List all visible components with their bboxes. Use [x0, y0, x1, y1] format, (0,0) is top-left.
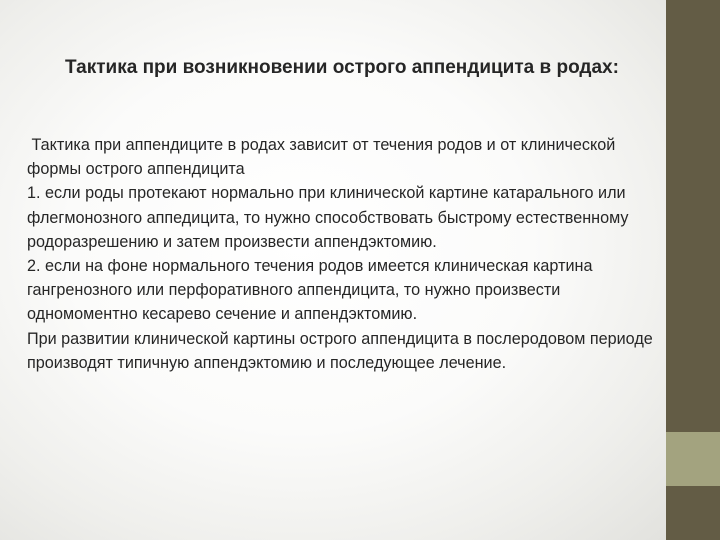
- point-2-paragraph: 2. если на фоне нормального течения родов имеется клиническая картина гангренозного или перфоративного аппендицита, то нужно произвести одномоментно кесарево сечение и аппендэктомию.: [27, 257, 593, 324]
- slide-title: Тактика при возникновении острого аппендицита в родах:: [65, 57, 619, 78]
- decorative-side-accent: [666, 432, 720, 486]
- intro-paragraph: Тактика при аппендиците в родах зависит от течения родов и от клинической формы острого аппендицита: [27, 136, 620, 179]
- slide-body: [27, 133, 662, 375]
- postpartum-paragraph: При развитии клинической картины острого аппендицита в послеродовом периоде производят типичную аппендэктомию и последующее лечение.: [27, 329, 653, 372]
- point-1-paragraph: 1. если роды протекают нормально при клинической картине катарального или флегмонозного аппедицита, то нужно способствовать быстрому естественному родоразрешению и затем произвести аппендэктомию.: [27, 184, 629, 251]
